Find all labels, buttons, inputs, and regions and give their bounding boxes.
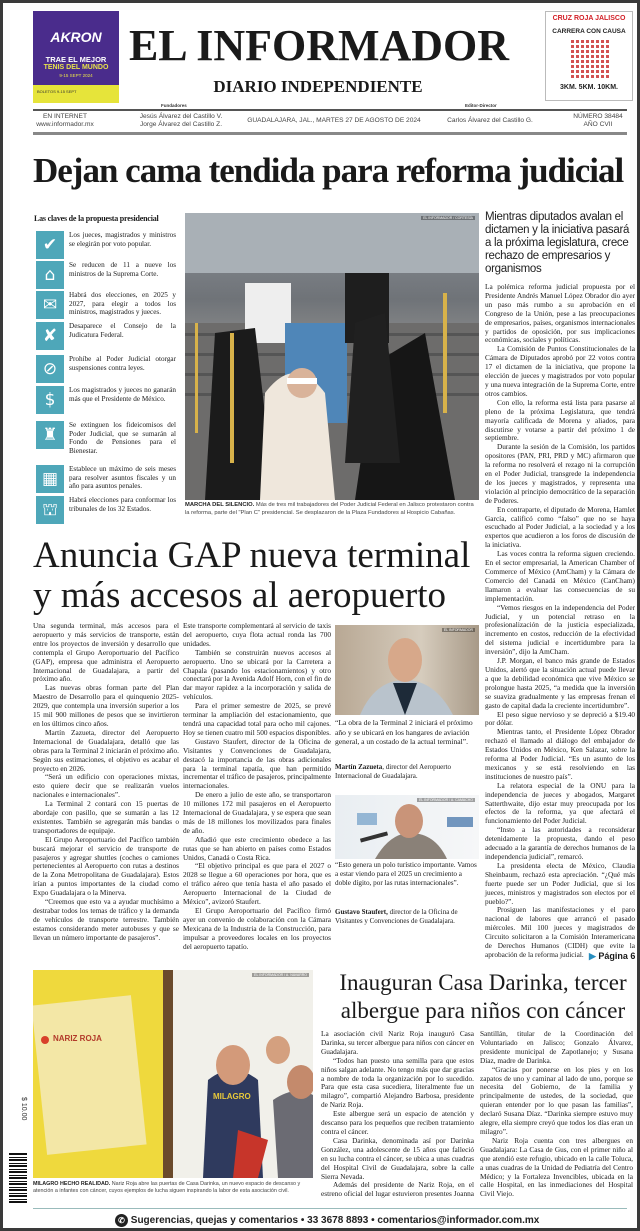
protest-photo-credit: EL INFORMADOR / CORTESÍA [423,216,473,220]
staufert-photo-credit: EL INFORMADOR / A. CAMACHO [419,798,473,802]
paragraph: Una segunda terminal, más accesos para el aeropuerto y más servicios de transporte, están entre los proyectos de inversión y desarrollo que contempla el Grupo Aeroportuario del Pacífico (GAP), empresa que administra el Aeropuerto Internacional de Guadalajara, a partir del próximo año. [33,621,179,684]
paragraph: El peso sigue nervioso y se depreció a $19.40 por dólar. [485,709,635,728]
zazueta-photo-credit: EL INFORMADOR [443,628,473,632]
barcode-icon [9,1153,27,1203]
qr-code-icon[interactable] [571,40,609,78]
masthead-subtitle: DIARIO INDEPENDIENTE [213,77,423,96]
footer-text[interactable]: Sugerencias, quejas y comentarios • 33 3678 8893 • comentarios@informador.com.mx [130,1215,540,1227]
paragraph: “Vemos riesgos en la independencia del Poder Judicial, y un potencial retraso en la profesionalización de la justicia especializada, incremento en costos, reducción de la efectividad del sistema judicial e incertidumbre para la inversión”, dijo la AmCham. [485,602,635,657]
key-item-text: Prohíbe al Poder Judicial otorgar suspensiones contra leyes. [69,355,176,372]
cruz-roja-org: CRUZ ROJA JALISCO [552,15,626,22]
founders-label: Fundadores [161,103,187,108]
issue-year: AÑO CVII [583,121,613,128]
dateline: GUADALAJARA, JAL., MARTES 27 DE AGOSTO DE 2024 [247,117,421,124]
key-item-text: Se extinguen los fideicomisos del Poder Judicial, que se sumarán al Fondo de Pensiones para el Bienestar. [69,421,176,455]
editor-name: Carlos Álvarez del Castillo G. [447,117,533,124]
prohibited-icon: ⊘ [36,355,64,383]
paragraph: El Grupo Aeroportuario del Pacífico también buscará mejorar el servicio de transporte de pasajeros y agregar shuttles (coches o camiones pertenecientes al Aeropuerto con rutas a destinos de la Zona Metropolitana de Guadalajara). Estos irían a puntos importantes de la ciudad como Expo Guadalajara o la Minerva. [33,834,179,898]
staufert-name: Gustavo Staufert, [335,908,388,916]
paragraph: Gustavo Staufert, director de la Oficina de Visitantes y Convenciones de Guadalajara, destacó la importancia de las obras adicionales para la terminal tapatía, que han permitido incrementar el tráfico de pasajeros, principalmente internacionales. [183,736,331,791]
casa-darinka-caption [33,1181,313,1195]
key-item-text: Habrá dos elecciones, en 2025 y 2027, para elegir a todos los ministros, magistrados y jueces. [69,291,176,316]
paragraph: Las voces contra la reforma siguen creciendo. En el sector empresarial, la American Chamber of Commerce of México (AmCham) y la Cámara de Comercio del Canadá en México (CanCham) llamaron a evaluar las consecuencias de su implementación. [485,549,635,603]
ad-footer: BOLETOS 9-15 SEPT [33,85,119,103]
paragraph: Este albergue será un espacio de atención y descanso para los pequeños que reciben tratamiento contra el cáncer. [321,1109,474,1136]
paragraph: Para el primer semestre de 2025, se prevé terminar la ampliación del estacionamiento, que tendrá una capacidad total para ocho mil cajones. Hoy se tienen cuatro mil 500 espacios disponibles. [183,701,331,737]
key-item-text: Se reducen de 11 a nueve los ministros de la Suprema Corte. [69,261,176,278]
masthead-rule-top [33,109,627,111]
protest-photo [185,213,479,500]
footer-rule [33,1208,627,1209]
akron-ad[interactable] [33,11,119,103]
darinka-headline-line-2[interactable]: albergue para niños con cáncer [340,998,626,1023]
key-item-text: Los jueces, magistrados y ministros se elegirán por voto popular. [69,231,176,248]
keys-sidebar-title: Las claves de la propuesta presidencial [34,214,159,223]
price: $ 10.00 [20,1097,27,1121]
protest-photo-illustration [185,213,479,500]
casa-darinka-illustration [33,970,313,1178]
lead-deck: Mientras diputados avalan el dictamen y la iniciativa pasará a la próxima legislatura, crece rechazo de empresarios y organismos [485,211,630,275]
zazueta-photo-illustration [335,625,479,715]
plaque-brand: NARIZ ROJA [53,1034,102,1043]
internet-info [33,113,97,129]
caption-text: Más de tres mil trabajadores del Poder Judicial Federal en Jalisco protestaron contra la reforma, parte del "Plan C" presidencial. Se desplazaron de la Plaza Fundadores al Hospicio Cabañas. [185,502,474,516]
phone-icon: ✆ [115,1214,128,1227]
paragraph: La Comisión de Puntos Constitucionales de la Cámara de Diputados aprobó por 22 votos contra 17 el dictamen de la iniciativa, que propone la elección de jueces y magistrados por voto popular y una nueva integración de la Suprema Corte, entre otros cambios. [485,344,635,398]
masthead-rule-bottom [33,132,627,135]
zazueta-quote: “La obra de la Terminal 2 iniciará el próximo año y se ubicará en los hangares de aviación general, a un costado de la actual terminal”. [335,718,473,747]
ballot-box-icon: ✉ [36,291,64,319]
paragraph: Además del presidente de Nariz Roja, en el estreno oficial del lugar estuvieron presentes Joanna Santillán, titular de la Coordinación del Voluntariado en Jalisco; Gonzalo Álvarez, presidente municipal de Zapotlanejo; y Susana Díaz, madre de Darinka. [321,1029,633,1199]
staufert-attribution [335,908,479,926]
paragraph: “Gracias por ponerse en los pies y en los zapatos de uno y caminar al lado de uno, porque se necesita del Gobierno, de la familia y principalmente de ustedes, de la sociedad, que quieran entender por lo que pasan las familias”, declaró Susana Díaz. “Darinka siempre estuvo muy alegre, ella siempre creyó que todos los días eran un milagro”. [480,1064,633,1136]
founder-1: Jesús Álvarez del Castillo V. [139,113,223,120]
calendar-icon: ▦ [36,465,64,493]
key-item-text: Los magistrados y jueces no ganarán más que el Presidente de México. [69,386,176,403]
trust-fund-icon: ♜ [36,421,64,449]
paragraph: “Creemos que esto va a ayudar muchísimo a destrabar todos los temas de tráfico y la demanda de vehículos de transporte terrestre. También estamos considerando meter autobuses y que se llevan un número importante de pasajeros”. [33,897,179,942]
staufert-quote: “Esto genera un polo turístico importante. Vamos a estar viendo para el 2025 un crecimiento a doble dígito, por las rutas internacionales”. [335,861,477,888]
lead-body [485,283,635,960]
staufert-photo [335,795,479,859]
paragraph: En contraparte, el diputado de Morena, Hamlet García, calificó como “falso” que no se haya escuchado al Poder Judicial, a la sociedad y a los expertos que acudieron a los foros de discusión de la iniciativa. [485,504,635,550]
editor-label: Editor-Director [465,103,497,108]
tribunal-icon: ⛫ [36,496,64,524]
issue-number: NÚMERO 38484 [573,113,623,120]
paragraph: “Será un edificio con operaciones mixtas, esto quiere decir que se realizarán vuelos nacionales e internacionales”. [33,772,179,800]
paragraph: La presidenta electa de México, Claudia Sheinbaum, rechazó esta apreciación. “¿Qué más fuerte puede ser un Poder Judicial, que si los jueces, ministros y magistrados son electos por el pueblo?”. [485,860,635,906]
paragraph: El Grupo Aeroportuario del Pacífico firmó ayer un convenio de colaboración con la Cámara Mexicana de la Industria de la Construcción, para impulsar a proveedores locales en los proyectos del aeropuerto tapatío. [183,906,331,951]
protest-photo-caption [185,502,479,517]
staufert-role: director de la Oficina de Visitantes y Convenciones de Guadalajara. [335,908,458,925]
internet-label: EN INTERNET [43,113,87,120]
zazueta-attribution [335,763,479,781]
ad-brand: AKRON [50,29,102,45]
key-item-text: Habrá elecciones para conformar los tribunales de los 32 Estados. [69,496,176,513]
zazueta-name: Martín Zazueta [335,763,383,771]
gap-body-column-2 [183,622,331,952]
masthead-title: EL INFORMADOR [128,21,510,70]
caption-lead: MARCHA DEL SILENCIO. [185,502,255,508]
money-bag-icon: $ [36,386,64,414]
paragraph: Martín Zazueta, director del Aeropuerto Internacional de Guadalajara, detalló que las obras para la Terminal 2 iniciarán el próximo año. Según sus estimaciones, el objetivo es acabar el proyecto en 2026. [33,727,179,773]
ad-line-1: TRAE EL MEJOR [45,55,107,64]
paragraph: La relatora especial de la ONU para la independencia de jueces y abogados, Margaret Satterthwaite, dijo estar muy preocupada por los efectos de la reforma, ya que afectará el funcionamiento del Poder Judicial. [485,780,635,826]
ad-line-3: 9-15 SEPT 2024 [59,73,93,78]
paragraph: “Insto a las autoridades a reconsiderar detenidamente la propuesta, dando el peso adecuado a la garantía de derechos humanos de la independencia judicial”, remarcó. [485,825,635,861]
paragraph: Nariz Roja cuenta con tres albergues en Guadalajara: La Casa de Gus, con el primer niño al que atendió este refugio, ubicado en la calle Toluca, a unas cuadras de la Unidad de Pediatría del Centro Médico; y la Fortaleza Invencibles, ubicada en la calle Hospital, en las inmediaciones del Hospital Civil Viejo. [480,1135,633,1199]
key-item-text: Establece un máximo de seis meses para resolver asuntos fiscales y un año para asuntos penales. [69,465,176,490]
arrow-right-icon: ▶ [589,951,599,961]
darinka-headline-line-1[interactable]: Inauguran Casa Darinka, tercer [339,970,627,995]
x-mark-icon: ✘ [36,322,64,350]
paragraph: Prosiguen las manifestaciones y el paro nacional de labores que arrancó el pasado miércoles. Mil 100 jueces y magistrados de Circuito solicitaron a la Comisión Interamericana de Derechos Humanos (CIDH) que evite la aprobación de la reforma judicial. [485,905,635,959]
gap-headline-line-2[interactable]: y más accesos al aeropuerto [33,575,446,616]
paragraph: Con ello, la reforma está lista para pasarse al pleno de la próxima Legislatura, que tendrá mayoría calificada de Morena y aliados, para discutirse y votarse a partir del próximo 1 de septiembre. [485,397,635,443]
darinka-caption-text: Nariz Roja abre las puertas de Casa Darinka, un nuevo espacio de descanso y atención a infantes con cáncer, cuyos ejemplos de lucha siguen inspirando la labor de esta asociación civil. [33,1181,301,1194]
shirt-text: MILAGRO [213,1092,251,1101]
zazueta-role: , director del Aeropuerto Internacional de Guadalajara. [335,763,452,780]
paragraph: Añadió que este crecimiento obedece a las rutas que se han abierto en países como Estados Unidos, Canadá o Costa Rica. [183,834,331,862]
zazueta-photo [335,625,479,715]
paragraph: Las nuevas obras forman parte del Plan Maestro de Desarrollo para el quinquenio 2025-2029, que contempla una inversión superior a los 15 mil 900 millones de pesos que se invirtieron en los últimos cinco años. [33,683,179,728]
footer-contact [115,1214,633,1227]
paragraph: La Terminal 2 contará con 15 puertas de abordaje con pasillo, que se sumarán a las 12 existentes. También se agregarán más bandas o transportadores de equipaje. [33,799,179,835]
paragraph: De enero a julio de este año, se transportaron 10 millones 172 mil pasajeros en el Aeropuerto Internacional de Guadalajara, y se espera que sean más de 18 millones los movilizados para finales de año. [183,790,331,835]
issue-info [563,113,633,129]
page-jump[interactable] [589,951,635,962]
casa-darinka-photo [33,970,313,1178]
ad-line-2: TENIS DEL MUNDO [43,64,109,71]
gap-headline-line-1[interactable]: Anuncia GAP nueva terminal [33,535,471,576]
paragraph: J.P. Morgan, el banco más grande de Estados Unidos, alertó que la situación actual puede llevar a que la debilidad económica que vive México se prolongue hasta 2025, “a medida que la inversión se suaviza gradualmente y las empresas frenan el gasto de capital dada la creciente incertidumbre”. [485,656,635,710]
founders [127,113,235,129]
paragraph: Casa Darinka, denominada así por Darinka González, una adolescente de 15 años que falleció en su lucha contra el cáncer, se ubica a unas cuadras del Hospital Civil de Guadalajara, sobre la calle Sierra Nevada. [321,1135,474,1181]
paragraph: La polémica reforma judicial propuesta por el Presidente Andrés Manuel López Obrador dio ayer un paso más rumbo a su aprobación en el Congreso de la Unión, pese a las preocupaciones de empresarios, países, organismos internacionales y partidos de oposición, por sus implicaciones económicas, sociales y políticas. [485,282,635,345]
page-jump-label: Página 6 [598,951,636,961]
cruz-roja-event: CARRERA CON CAUSA [552,28,626,35]
cruz-roja-distances: 3KM. 5KM. 10KM. [560,84,618,91]
paragraph: “Todos han puesto una semilla para que estos niños salgan adelante. No tengo más que dar gracias a nombre de toda la organización por lo sucedido. Para que esta casa sucediera, literalmente fue un milagro”, compartió Alejandro Barbosa, presidente de Nariz Roja. [321,1055,474,1110]
cruz-roja-ad[interactable] [545,11,633,101]
paragraph: También se construirán nuevos accesos al aeropuerto. Uno se ubicará por la Carretera a Chapala (pasando los estacionamientos) y otro conectará por la Avenida Adolf Horn, con el fin de dar mayor rapidez a la incorporación y salida de vehículos. [183,647,331,702]
paragraph: Durante la sesión de la Comisión, los partidos opositores (PAN, PRI, PRD y MC) afirmaron que la reforma no resolverá el rezago ni la corrupción en el Poder Judicial, transgrede la independencia de los jueces y magistrados, y representa una violación al principio democrático de la separación de Poderes. [485,442,635,505]
staufert-photo-illustration [335,795,479,859]
paragraph: “El objetivo principal es que para el 2027 o 2028 se llegue a 60 operaciones por hora, que es el tráfico aéreo que tenía hasta el año pasado el Aeropuerto Internacional de la Ciudad de México”, avizoró Staufert. [183,861,331,907]
website-link[interactable]: www.informador.mx [36,121,94,128]
check-icon: ✔ [36,231,64,259]
court-building-icon: ⌂ [36,261,64,289]
paragraph: Mientras tanto, el Presidente López Obrador rechazó el llamado al diálogo del embajador de Estados Unidos en México, Ken Salazar, sobre la reforma al Poder Judicial. “Es un asunto de los mexicanos y se está resolviendo en las instituciones de nuestro país”. [485,727,635,781]
darinka-caption-lead: MILAGRO HECHO REALIDAD. [33,1181,111,1187]
founder-2: Jorge Álvarez del Castillo Z. [139,121,223,128]
lead-headline[interactable]: Dejan cama tendida para reforma judicial [33,151,624,190]
paragraph: La asociación civil Nariz Roja inauguró Casa Darinka, su tercer albergue para niños con cáncer en Guadalajara. [321,1029,474,1056]
darinka-body [321,1030,633,1199]
key-item-text: Desaparece el Consejo de la Judicatura Federal. [69,322,176,339]
paragraph: Este transporte complementará al servicio de taxis del aeropuerto, cuya flota actual ronda las 700 unidades. [183,621,331,648]
casa-darinka-photo-credit: EL INFORMADOR / A. NAVARRO [254,973,307,977]
gap-body-column-1 [33,622,179,943]
